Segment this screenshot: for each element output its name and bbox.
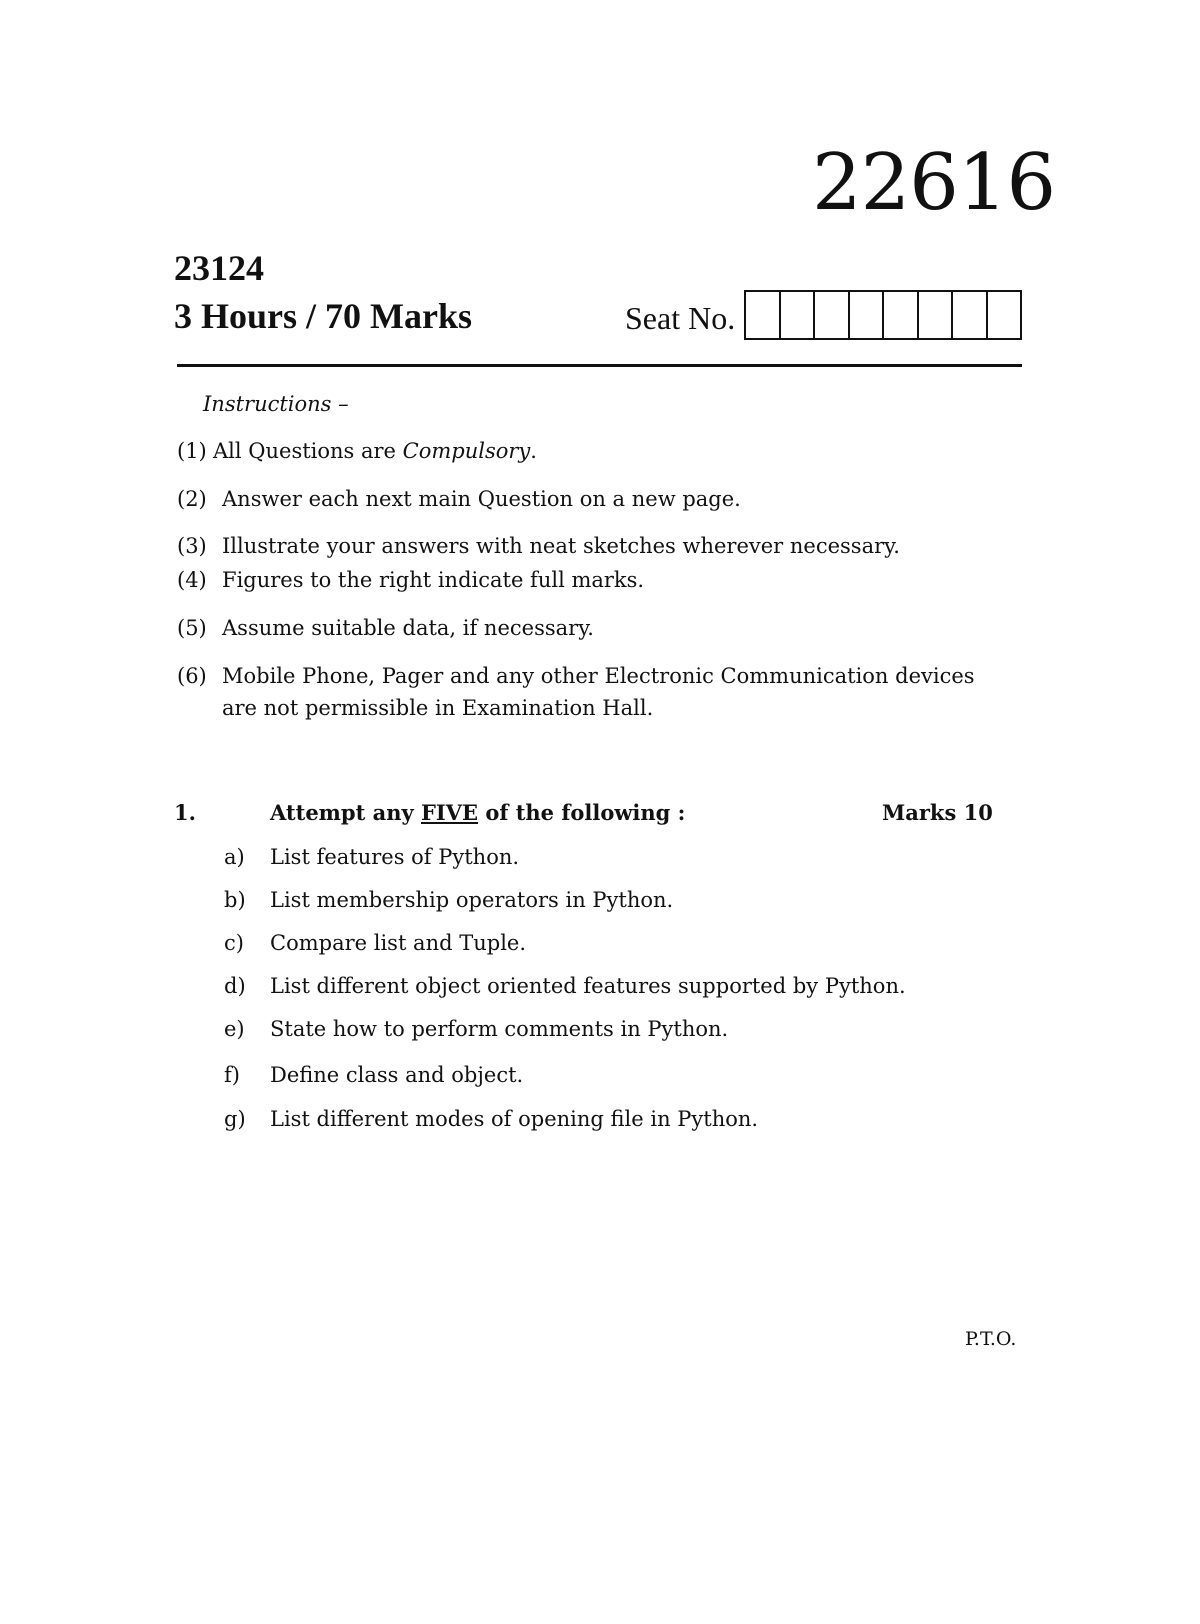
- seat-box: [919, 292, 954, 338]
- instruction-text: Assume suitable data, if necessary.: [222, 616, 594, 640]
- instruction-number: (5): [177, 616, 207, 640]
- question-number: 1.: [174, 800, 196, 825]
- sub-question-text: List membership operators in Python.: [270, 888, 674, 912]
- instruction-number: (2): [177, 487, 207, 511]
- header-divider: [177, 364, 1022, 367]
- sub-question-label: b): [224, 888, 246, 912]
- sub-question-text: Compare list and Tuple.: [270, 931, 527, 955]
- question-heading: Attempt any FIVE of the following :: [270, 800, 686, 825]
- sub-question-text: List different modes of opening file in Python.: [270, 1107, 759, 1131]
- seat-box: [815, 292, 850, 338]
- sub-question-text: Define class and object.: [270, 1063, 524, 1087]
- sub-question-text: List features of Python.: [270, 845, 520, 869]
- instruction-number: (4): [177, 568, 207, 592]
- instruction-text: Illustrate your answers with neat sketches wherever necessary.: [222, 534, 900, 558]
- seat-box: [746, 292, 781, 338]
- seat-box: [988, 292, 1021, 338]
- instruction-number: (1): [177, 439, 207, 463]
- sub-question-label: f): [224, 1063, 240, 1087]
- instructions-heading: Instructions –: [203, 392, 349, 416]
- paper-code: 22616: [812, 138, 1056, 228]
- sub-question-label: c): [224, 931, 244, 955]
- sub-question-label: d): [224, 974, 246, 998]
- sub-question-label: g): [224, 1107, 246, 1131]
- duration-marks: 3 Hours / 70 Marks: [174, 296, 473, 336]
- instruction-text: Mobile Phone, Pager and any other Electronic Communication devices are not permissible in Examination Hall.: [222, 664, 975, 720]
- instruction-text: Figures to the right indicate full marks.: [222, 568, 645, 592]
- seat-box: [781, 292, 816, 338]
- sub-question-label: a): [224, 845, 245, 869]
- instruction-text: All Questions are Compulsory.: [213, 439, 537, 463]
- sub-question-label: e): [224, 1017, 245, 1041]
- sub-question-text: State how to perform comments in Python.: [270, 1017, 729, 1041]
- instruction-number: (3): [177, 534, 207, 558]
- seat-box: [850, 292, 885, 338]
- set-code: 23124: [174, 248, 264, 288]
- seat-box: [953, 292, 988, 338]
- seat-number-boxes: [744, 290, 1022, 340]
- page-turn-note: P.T.O.: [965, 1328, 1017, 1350]
- instruction-number: (6): [177, 664, 207, 688]
- sub-question-text: List different object oriented features supported by Python.: [270, 974, 906, 998]
- seat-number-label: Seat No.: [625, 300, 736, 336]
- seat-box: [884, 292, 919, 338]
- instruction-text: Answer each next main Question on a new page.: [222, 487, 741, 511]
- question-marks: Marks 10: [882, 800, 993, 825]
